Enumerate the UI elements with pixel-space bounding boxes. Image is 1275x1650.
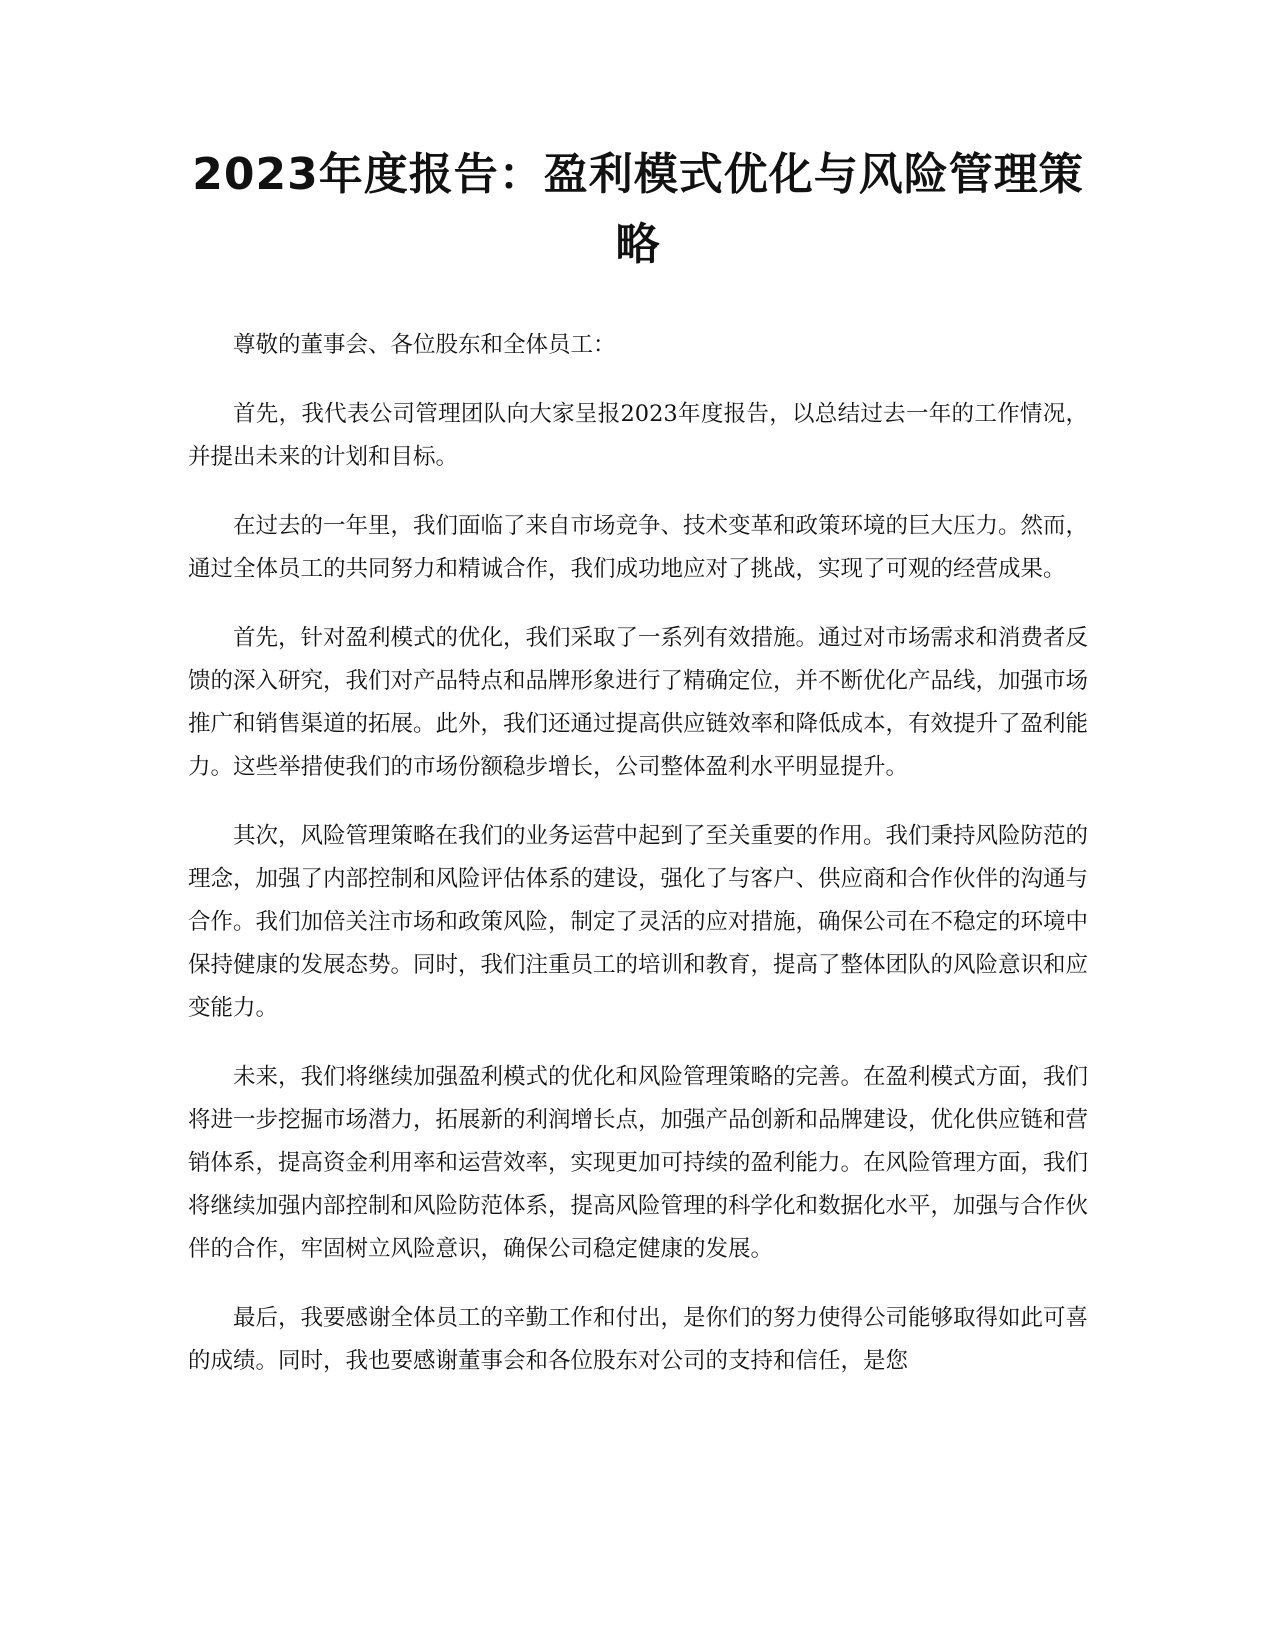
paragraph-past-year: 在过去的一年里，我们面临了来自市场竞争、技术变革和政策环境的巨大压力。然而，通过全体员工的共同努力和精诚合作，我们成功地应对了挑战，实现了可观的经营成果。: [188, 513, 1089, 582]
document-title: 2023年度报告：盈利模式优化与风险管理策略: [192, 149, 1084, 270]
paragraph-risk-management: 其次，风险管理策略在我们的业务运营中起到了至关重要的作用。我们秉持风险防范的理念，加强了内部控制和风险评估体系的建设，强化了与客户、供应商和合作伙伴的沟通与合作。我们加倍关注市场和政策风险，制定了灵活的应对措施，确保公司在不稳定的环境中保持健康的发展态势。同时，我们注重员工的培训和教育，提高了整体团队的风险意识和应变能力。: [188, 823, 1089, 1021]
paragraph-thanks: 最后，我要感谢全体员工的辛勤工作和付出，是你们的努力使得公司能够取得如此可喜的成绩。同时，我也要感谢董事会和各位股东对公司的支持和信任，是您: [188, 1305, 1089, 1374]
paragraph-future-plan: 未来，我们将继续加强盈利模式的优化和风险管理策略的完善。在盈利模式方面，我们将进一步挖掘市场潜力，拓展新的利润增长点，加强产品创新和品牌建设，优化供应链和营销体系，提高资金利用率和运营效率，实现更加可持续的盈利能力。在风险管理方面，我们将继续加强内部控制和风险防范体系，提高风险管理的科学化和数据化水平，加强与合作伙伴的合作，牢固树立风险意识，确保公司稳定健康的发展。: [188, 1064, 1089, 1262]
paragraph-intro: 首先，我代表公司管理团队向大家呈报2023年度报告，以总结过去一年的工作情况，并提出未来的计划和目标。: [188, 401, 1088, 470]
document-page: [188, 140, 1088, 1409]
paragraph-profit-model: 首先，针对盈利模式的优化，我们采取了一系列有效措施。通过对市场需求和消费者反馈的深入研究，我们对产品特点和品牌形象进行了精确定位，并不断优化产品线，加强市场推广和销售渠道的拓展。此外，我们还通过提高供应链效率和降低成本，有效提升了盈利能力。这些举措使我们的市场份额稳步增长，公司整体盈利水平明显提升。: [188, 625, 1089, 780]
paragraph-salutation: 尊敬的董事会、各位股东和全体员工：: [233, 332, 616, 358]
